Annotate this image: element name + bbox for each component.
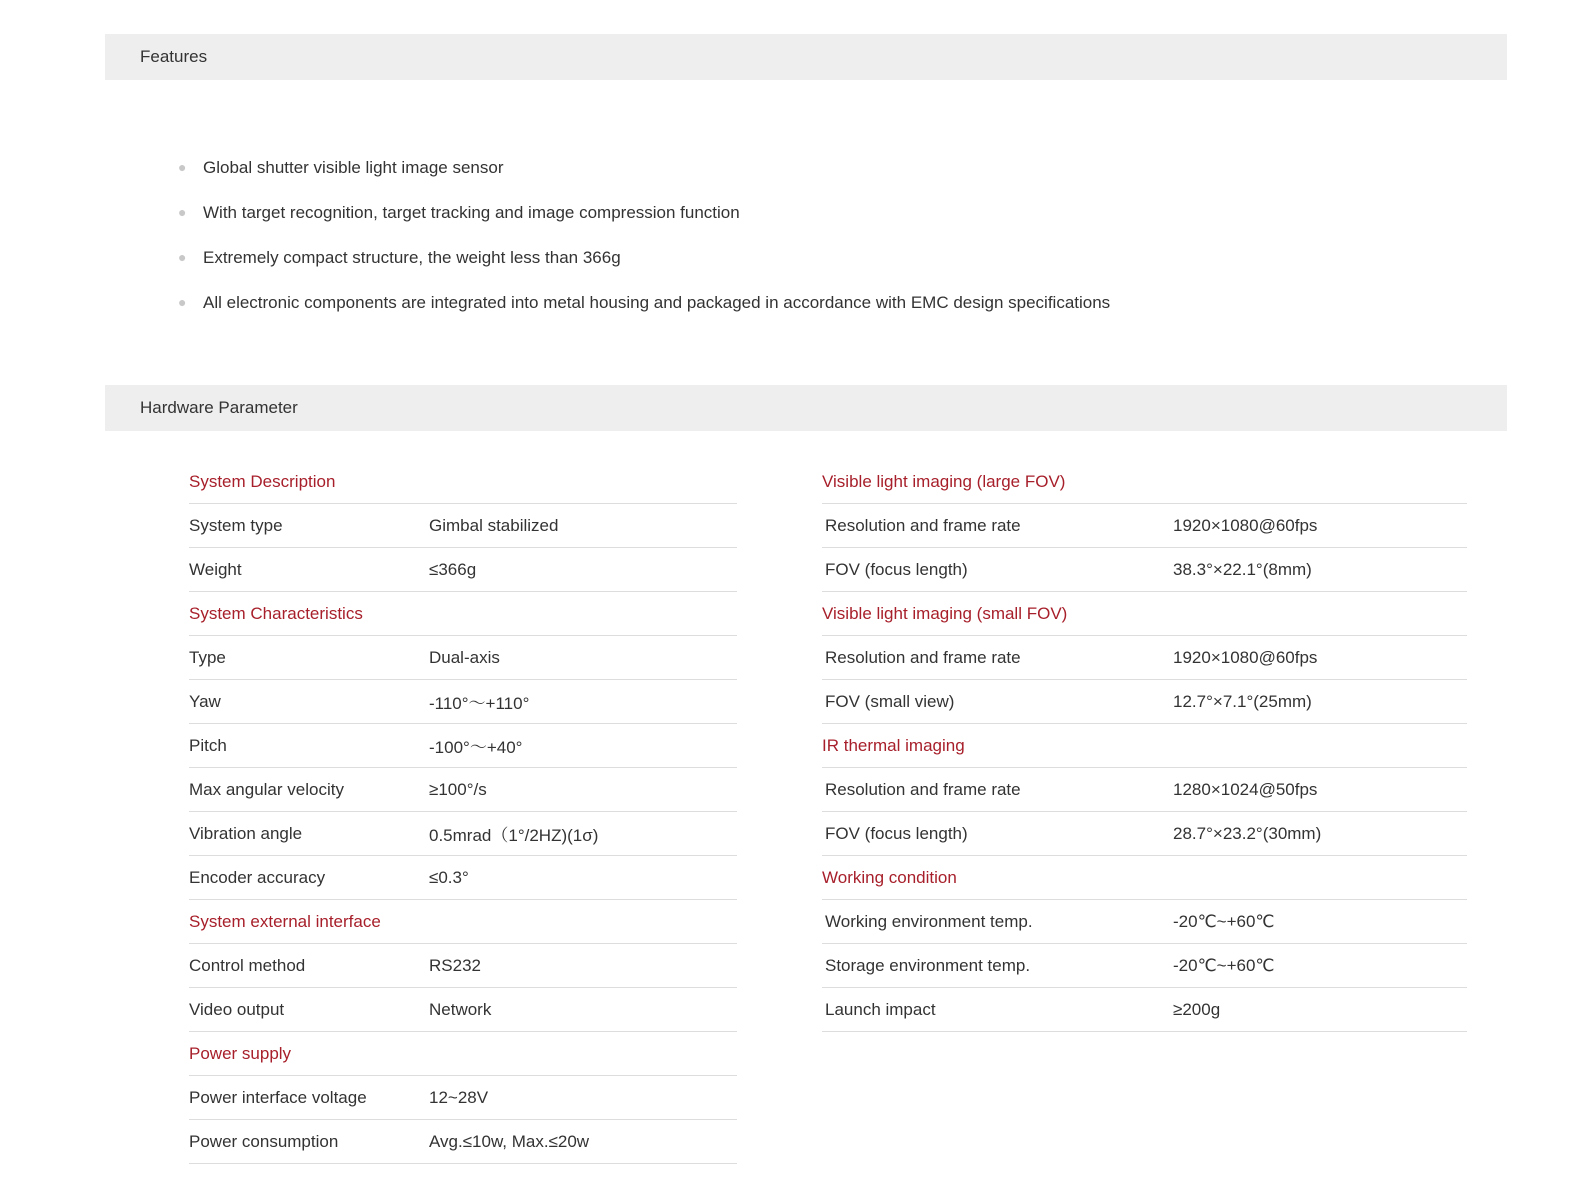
- parameter-row: [189, 680, 737, 724]
- feature-text: With target recognition, target tracking and image compression function: [203, 203, 740, 222]
- category-title: System Description: [189, 471, 336, 491]
- feature-item: [175, 145, 1110, 190]
- parameter-row: [822, 988, 1467, 1032]
- parameter-value: Gimbal stabilized: [429, 515, 559, 535]
- bullet-icon: ●: [178, 204, 187, 220]
- category-title: Visible light imaging (large FOV): [822, 471, 1066, 491]
- parameter-row: [189, 988, 737, 1032]
- parameter-row: [189, 768, 737, 812]
- category-title: Power supply: [189, 1043, 292, 1063]
- feature-item: [175, 190, 1110, 235]
- parameter-row: [189, 548, 737, 592]
- category-title: Working condition: [822, 867, 957, 887]
- parameter-row: [189, 724, 737, 768]
- parameter-value: 38.3°×22.1°(8mm): [1173, 559, 1312, 579]
- parameter-value: 12.7°×7.1°(25mm): [1173, 691, 1312, 711]
- parameter-row: [189, 504, 737, 548]
- category-heading: [822, 724, 1467, 768]
- parameter-label: Control method: [189, 955, 306, 975]
- parameter-row: [822, 548, 1467, 592]
- hardware-section-header: [105, 385, 1507, 431]
- parameter-label: System type: [189, 515, 283, 535]
- parameter-row: [822, 768, 1467, 812]
- category-heading: [189, 460, 737, 504]
- parameter-label: Resolution and frame rate: [825, 779, 1021, 799]
- parameter-value: 12~28V: [429, 1087, 489, 1107]
- feature-text: Extremely compact structure, the weight less than 366g: [203, 248, 621, 267]
- category-title: Visible light imaging (small FOV): [822, 603, 1068, 623]
- parameter-label: FOV (focus length): [825, 559, 968, 579]
- parameter-label: Video output: [189, 999, 285, 1019]
- parameter-value: Network: [429, 999, 492, 1019]
- parameter-row: [189, 856, 737, 900]
- category-heading: [189, 1032, 737, 1076]
- category-heading: [822, 460, 1467, 504]
- parameter-label: Resolution and frame rate: [825, 515, 1021, 535]
- features-section-header: [105, 34, 1507, 80]
- parameter-table-left: [189, 460, 737, 1164]
- parameter-label: Type: [189, 647, 226, 667]
- feature-text: All electronic components are integrated into metal housing and packaged in accordance with EMC design specifications: [203, 293, 1111, 312]
- parameter-table-right: [822, 460, 1467, 1032]
- parameter-label: FOV (focus length): [825, 823, 968, 843]
- parameter-label: Working environment temp.: [825, 911, 1033, 931]
- category-title: IR thermal imaging: [822, 735, 965, 755]
- parameter-row: [189, 636, 737, 680]
- parameter-value: ≤366g: [429, 559, 477, 579]
- parameter-label: Resolution and frame rate: [825, 647, 1021, 667]
- parameter-value: RS232: [429, 955, 481, 975]
- parameter-value: ≥200g: [1173, 999, 1221, 1019]
- features-list: [175, 145, 1110, 325]
- category-title: System Characteristics: [189, 603, 363, 623]
- parameter-row: [822, 900, 1467, 944]
- bullet-icon: ●: [178, 159, 187, 175]
- parameter-label: Yaw: [189, 691, 221, 711]
- parameter-value: ≤0.3°: [429, 867, 469, 887]
- parameter-label: Power interface voltage: [189, 1087, 367, 1107]
- parameter-value: Avg.≤10w, Max.≤20w: [429, 1131, 590, 1151]
- parameter-value: -110°～+110°: [429, 694, 530, 713]
- parameter-value: 1920×1080@60fps: [1173, 515, 1318, 535]
- parameter-label: Vibration angle: [189, 823, 303, 843]
- parameter-value: -100°～+40°: [429, 738, 523, 757]
- parameter-value: 1920×1080@60fps: [1173, 647, 1318, 667]
- parameter-label: FOV (small view): [825, 691, 955, 711]
- parameter-row: [822, 504, 1467, 548]
- parameter-value: -20℃~+60℃: [1173, 911, 1275, 931]
- category-heading: [822, 592, 1467, 636]
- parameter-row: [189, 1076, 737, 1120]
- bullet-icon: ●: [178, 294, 187, 310]
- category-heading: [189, 592, 737, 636]
- category-heading: [822, 856, 1467, 900]
- parameter-label: Launch impact: [825, 999, 936, 1019]
- hardware-title: Hardware Parameter: [140, 398, 298, 417]
- category-heading: [189, 900, 737, 944]
- parameter-row: [822, 680, 1467, 724]
- bullet-icon: ●: [178, 249, 187, 265]
- parameter-row: [189, 944, 737, 988]
- features-title: Features: [140, 47, 208, 66]
- parameter-value: Dual-axis: [429, 647, 500, 667]
- feature-item: [175, 280, 1110, 325]
- feature-item: [175, 235, 1110, 280]
- parameter-label: Storage environment temp.: [825, 955, 1031, 975]
- parameter-label: Encoder accuracy: [189, 867, 326, 887]
- parameter-row: [822, 812, 1467, 856]
- parameter-row: [822, 636, 1467, 680]
- parameter-value: 1280×1024@50fps: [1173, 779, 1318, 799]
- parameter-row: [189, 812, 737, 856]
- feature-text: Global shutter visible light image sensor: [203, 158, 504, 177]
- parameter-value: -20℃~+60℃: [1173, 955, 1275, 975]
- parameter-row: [189, 1120, 737, 1164]
- parameter-row: [822, 944, 1467, 988]
- parameter-label: Power consumption: [189, 1131, 339, 1151]
- parameter-value: 0.5mrad（1°/2HZ)(1σ): [429, 826, 599, 845]
- category-title: System external interface: [189, 911, 381, 931]
- parameter-label: Max angular velocity: [189, 779, 344, 799]
- parameter-label: Weight: [189, 559, 242, 579]
- parameter-value: 28.7°×23.2°(30mm): [1173, 823, 1322, 843]
- parameter-value: ≥100°/s: [429, 779, 487, 799]
- parameter-label: Pitch: [189, 735, 227, 755]
